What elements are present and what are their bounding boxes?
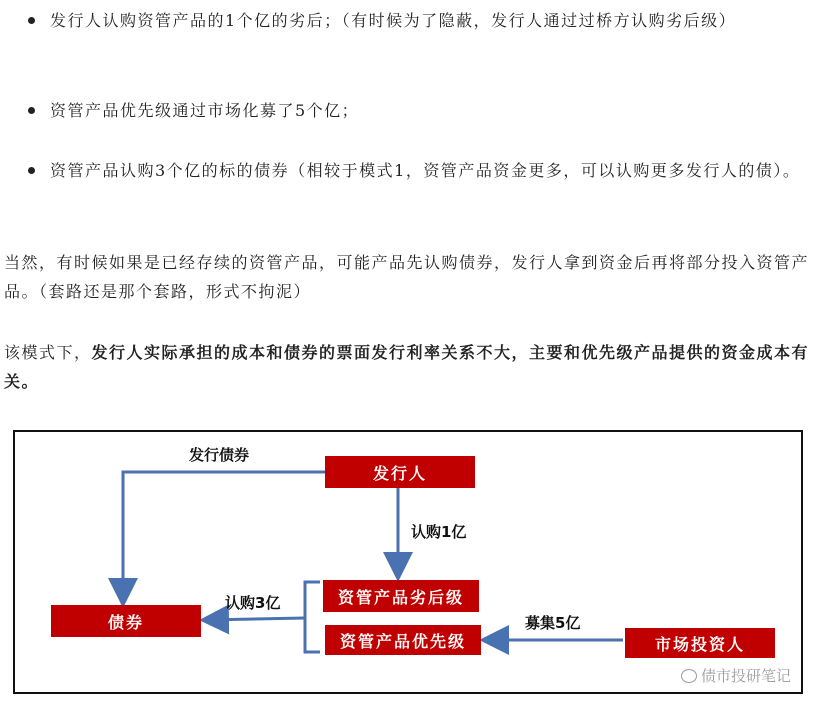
- bullet-item: [28, 156, 818, 185]
- senior-tranche-box: 资管产品优先级: [325, 625, 481, 655]
- subscribe-1-label: 认购1亿: [411, 523, 467, 541]
- issue-bond-label: 发行债券: [189, 446, 250, 464]
- bullet-text: 资管产品认购3个亿的标的债券（相较于模式1，资管产品资金更多，可以认购更多发行人的债）。: [50, 161, 801, 180]
- subscribe-3-arrow: [205, 618, 305, 620]
- bullet-dot-icon: [28, 17, 35, 24]
- bracket-line: [305, 582, 320, 652]
- watermark: [681, 665, 791, 686]
- structure-diagram: [13, 430, 803, 694]
- bond-box: 债券: [51, 605, 201, 637]
- bullet-item: [28, 96, 818, 125]
- conclusion-prefix: 该模式下，: [4, 343, 92, 362]
- junior-tranche-box: 资管产品劣后级: [323, 580, 479, 612]
- investor-box: 市场投资人: [625, 628, 775, 658]
- paragraph-note: 当然，有时候如果是已经存续的资管产品，可能产品先认购债券，发行人拿到资金后再将部分投入资管产品。（套路还是那个套路，形式不拘泥）: [4, 253, 810, 301]
- bullet-item: [28, 6, 818, 35]
- wechat-icon: [681, 669, 697, 683]
- bullet-dot-icon: [28, 167, 35, 174]
- subscribe-3-label: 认购3亿: [225, 594, 281, 612]
- bullet-dot-icon: [28, 107, 35, 114]
- issuer-box: 发行人: [325, 456, 475, 488]
- raise-5-label: 募集5亿: [525, 614, 581, 632]
- paragraph-conclusion: [4, 338, 819, 396]
- watermark-text: 债市投研笔记: [700, 667, 791, 685]
- conclusion-bold: 发行人实际承担的成本和债券的票面发行利率关系不大，主要和优先级产品提供的资金成本有关。: [4, 343, 810, 391]
- bullet-text: 资管产品优先级通过市场化募了5个亿；: [50, 101, 360, 120]
- issue-bond-arrow: [123, 472, 325, 602]
- bullet-text: 发行人认购资管产品的1个亿的劣后；（有时候为了隐蔽，发行人通过过桥方认购劣后级）: [50, 11, 737, 30]
